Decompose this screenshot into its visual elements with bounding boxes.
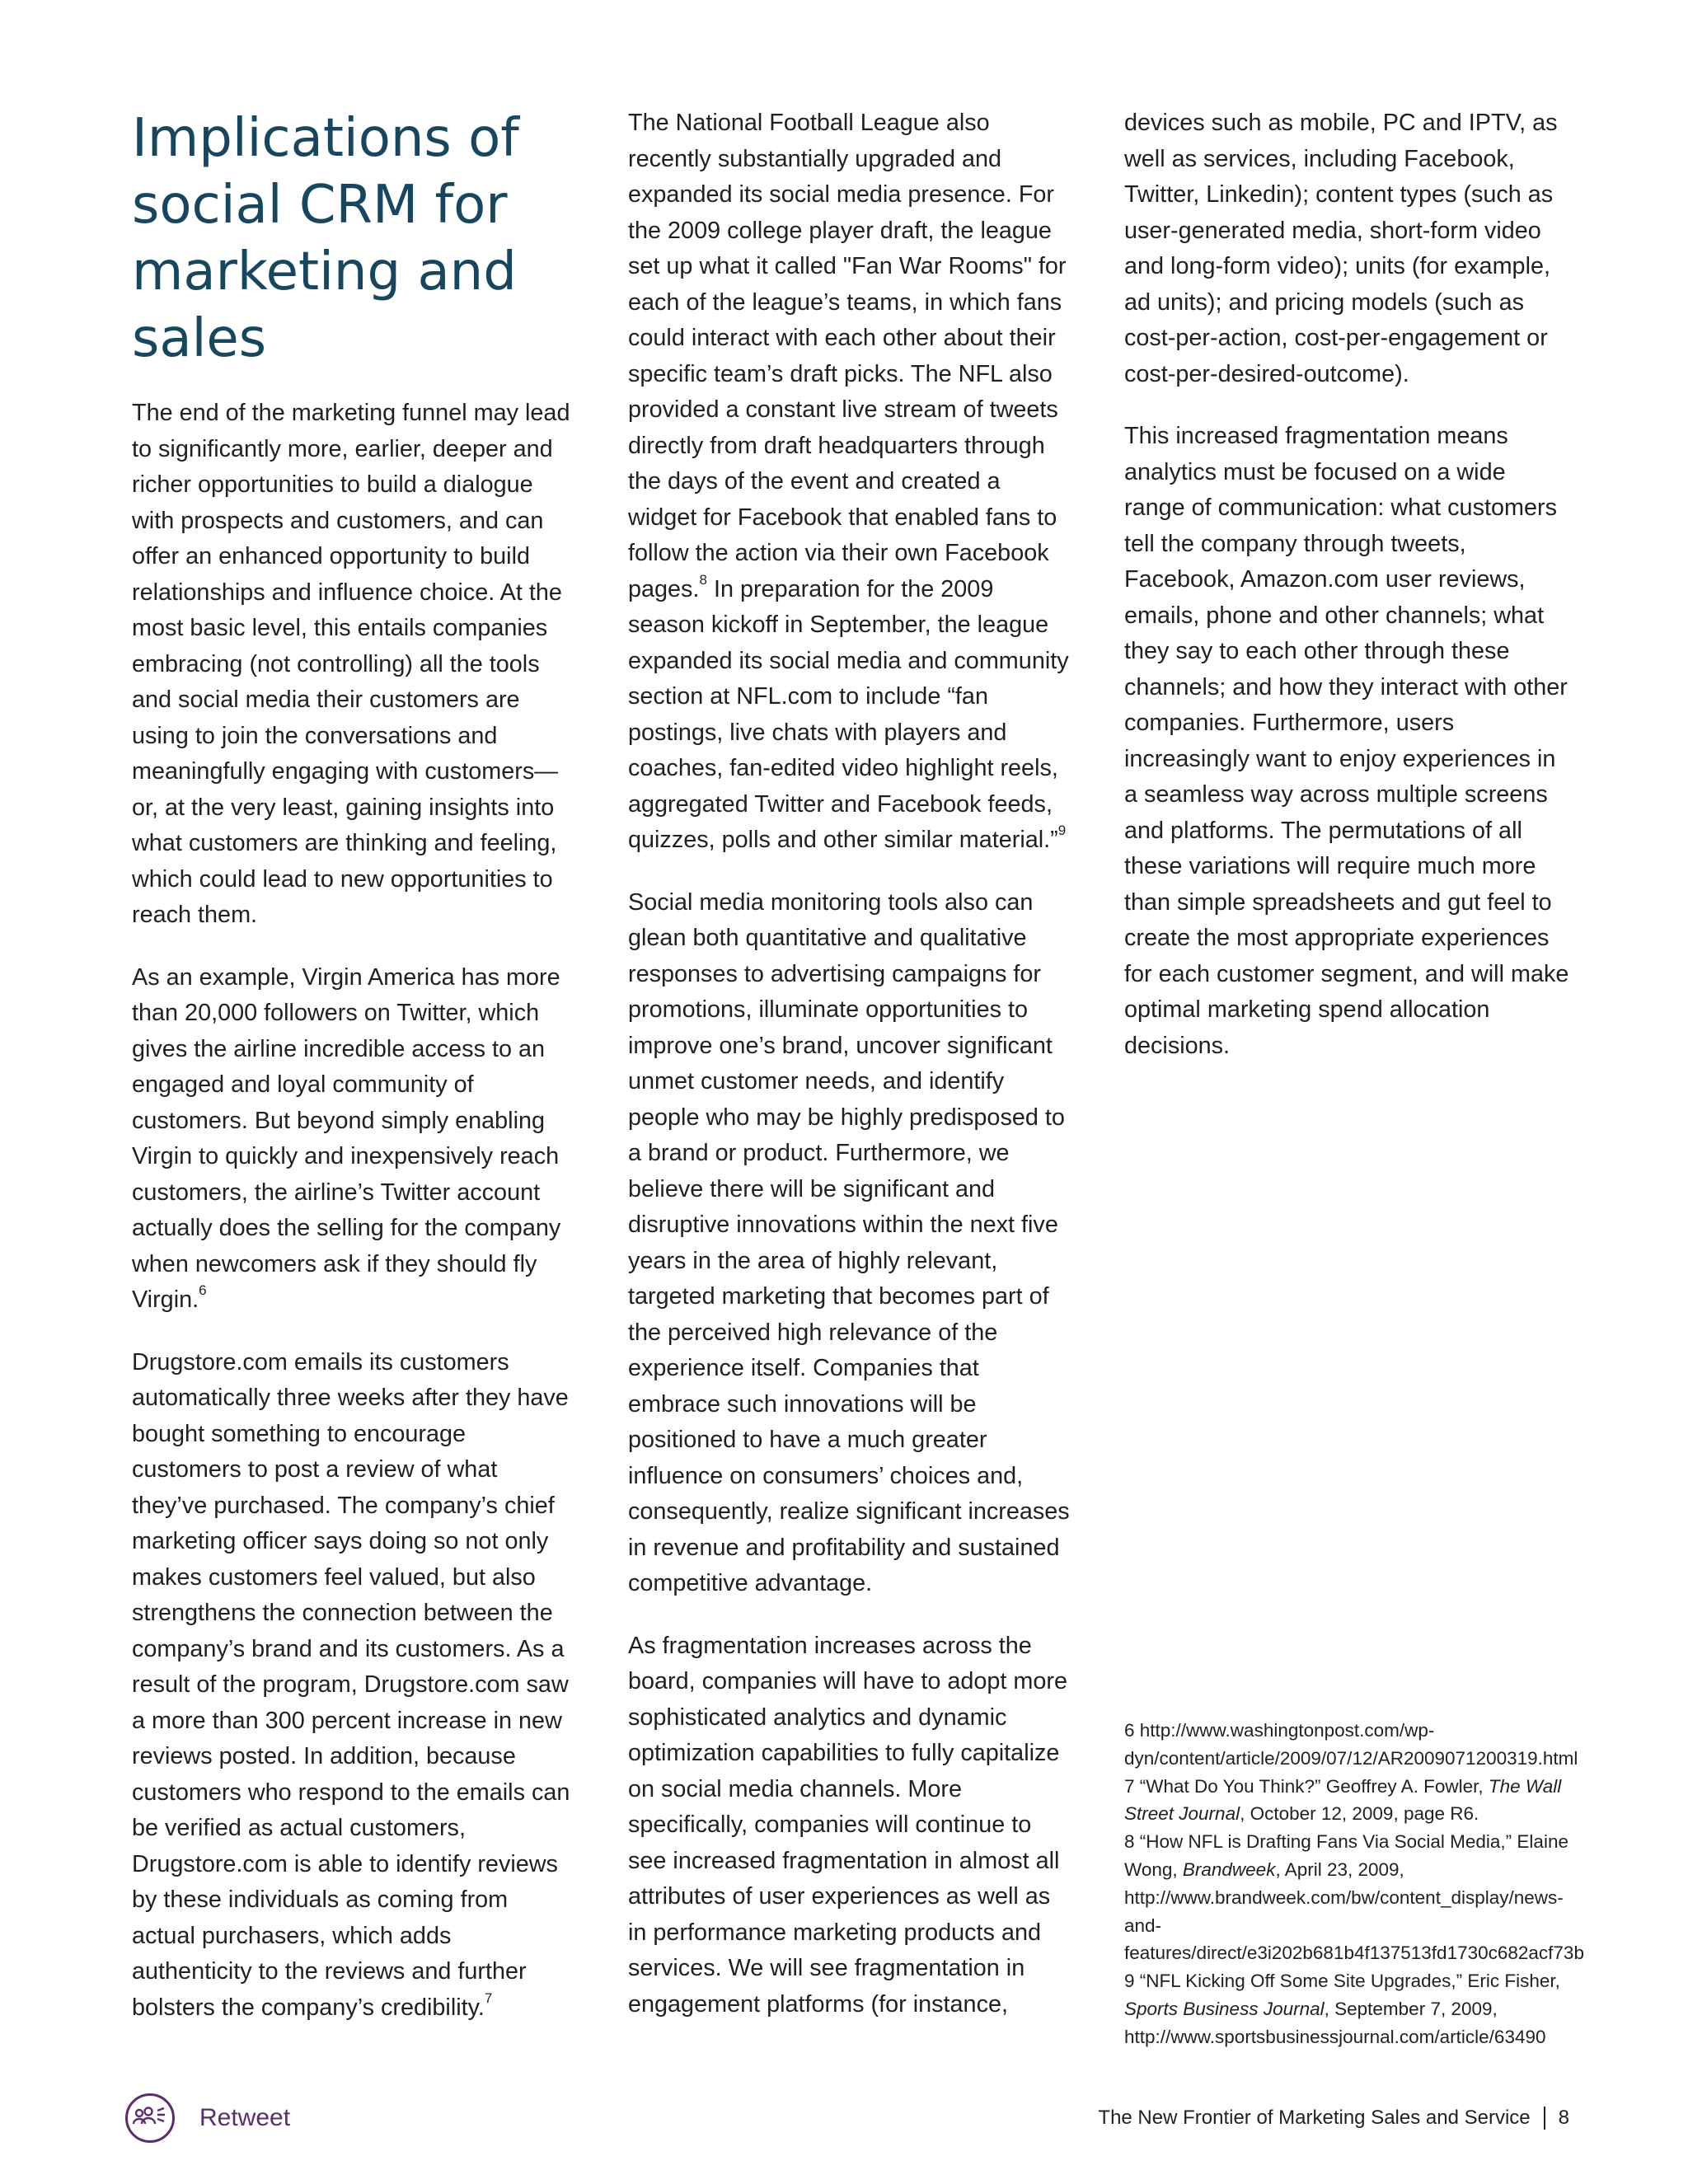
section-heading: Implications of social CRM for marketing and sales [132,108,519,369]
column-1 [132,105,577,2052]
footnote-ref[interactable]: 9 [1057,823,1067,839]
footnote-ref[interactable]: 7 [484,1990,493,2006]
footer-divider [1544,2107,1545,2130]
document-title: The New Frontier of Marketing Sales and Service [1098,2107,1531,2129]
column-3 [1124,105,1569,1090]
retweet-button[interactable] [125,2088,290,2148]
paragraph: As fragmentation increases across the board, companies will have to adopt more sophisticated analytics and dynamic optimization capabilities to fully capitalize on social media channels. More specifically, companies will continue to see increased fragmentation in almost all attributes of user experiences as well as in performance marketing products and services. We will see fragmentation in engagement platforms (for instance, [628,1632,1068,2018]
people-group-icon [125,2093,175,2143]
paragraph: As an example, Virgin America has more than 20,000 followers on Twitter, which gives the airline incredible access to an engaged and loyal community of customers. But beyond simply enabling Virgin to quickly and inexpensively reach customers, the airline’s Twitter account actually does the selling for the company when newcomers ask if they should fly Virgin.$^6$ [132,963,561,1313]
page-number: 8 [1558,2107,1569,2129]
paragraph: Social media monitoring tools also can glean both quantitative and qualitative responses to advertising campaigns for promotions, illuminate opportunities to improve one’s brand, uncover significant unmet customer needs, and identify people who may be highly predisposed to a brand or product. Furthermore, we believe there will be significant and disruptive innovations within the next five years in the area of highly relevant, targeted marketing that becomes part of the perceived high relevance of the experience itself. Companies that embrace such innovations will be positioned to have a much greater influence on consumers’ choices and, consequently, realize significant increases in revenue and profitability and sustained competitive advantage. [628,888,1070,1596]
paragraph: The National Football League also recently substantially upgraded and expanded its social media presence. For the 2009 college player draft, the league set up what it called "Fan War Rooms" for each of the league’s teams, in which fans could interact with each other about their specific team’s draft picks. The NFL also provided a constant live stream of tweets directly from draft headquarters through the days of the event and created a widget for Facebook that enabled fans to follow the action via their own Facebook pages.$^8$ In preparation for the 2009 season kickoff in September, the league expanded its social media and community section at NFL.com to include “fan postings, live chats with players and coaches, fan-edited video highlight reels, aggregated Twitter and Facebook feeds, quizzes, polls and other similar material.”$^9$ [628,110,1069,853]
paragraph: devices such as mobile, PC and IPTV, as well as services, including Facebook, Twitter, Linkedin); content types (such as user-generated media, short-form video and long-form video); units (for example, ad units); and pricing models (such as cost-per-action, cost-per-engagement or cost-per-desired-outcome). [1124,110,1558,387]
footnote-6: 6 http://www.washingtonpost.com/wp-dyn/content/article/2009/07/12/AR2009071200319.html [1124,1720,1578,1769]
paragraph: This increased fragmentation means analytics must be focused on a wide range of communication: what customers tell the company through tweets, Facebook, Amazon.com user reviews, emails, phone and other channels; what they say to each other through these channels; and how they interact with other companies. Furthermore, users increasingly want to enjoy experiences in a seamless way across multiple screens and platforms. The permutations of all these variations will require much more than simple spreadsheets and gut feel to create the most appropriate experiences for each customer segment, and will make optimal marketing spend allocation decisions. [1124,423,1569,1059]
footnote-ref[interactable]: 8 [699,571,707,588]
page-footer-bar [125,2088,1569,2148]
footnote-9: 9 “NFL Kicking Off Some Site Upgrades,” Eric Fisher, Sports Business Journal, September 7, 2009, http://www.sportsbusinessjournal.com/article/63490 [1124,1971,1560,2047]
footnotes [1124,1717,1584,2051]
paragraph: Drugstore.com emails its customers automatically three weeks after they have bought something to encourage customers to post a review of what they’ve purchased. The company’s chief marketing officer says doing so not only makes customers feel valued, but also strengthens the connection between the company’s brand and its customers. As a result of the program, Drugstore.com saw a more than 300 percent increase in new reviews posted. In addition, because customers who respond to the emails can be verified as actual customers, Drugstore.com is able to identify reviews by these individuals as coming from actual purchasers, which adds authenticity to the reviews and further bolsters the company’s credibility.$^7$ [132,1348,570,2021]
retweet-label: Retweet [199,2104,291,2131]
footnote-7: 7 “What Do You Think?” Geoffrey A. Fowler, The Wall Street Journal, October 12, 2009, page R6. [1124,1775,1562,1825]
footnote-8: 8 “How NFL is Drafting Fans Via Social Media,” Elaine Wong, Brandweek, April 23, 2009, http://www.brandweek.com/bw/content_display/news-and-features/direct/e3i202b681b4f137513fd1730c682acf73b [1124,1831,1584,1964]
footnote-ref[interactable]: 6 [199,1282,207,1299]
paragraph: The end of the marketing funnel may lead to significantly more, earlier, deeper and richer opportunities to build a dialogue with prospects and customers, and can offer an enhanced opportunity to build relationships and influence choice. At the most basic level, this entails companies embracing (not controlling) all the tools and social media their customers are using to join the conversations and meaningfully engaging with customers—or, at the very least, gaining insights into what customers are thinking and feeling, which could lead to new opportunities to reach them. [132,400,570,928]
column-2 [628,105,1073,2049]
people-group-glyph [132,2106,168,2130]
running-footer [1098,2088,1569,2148]
